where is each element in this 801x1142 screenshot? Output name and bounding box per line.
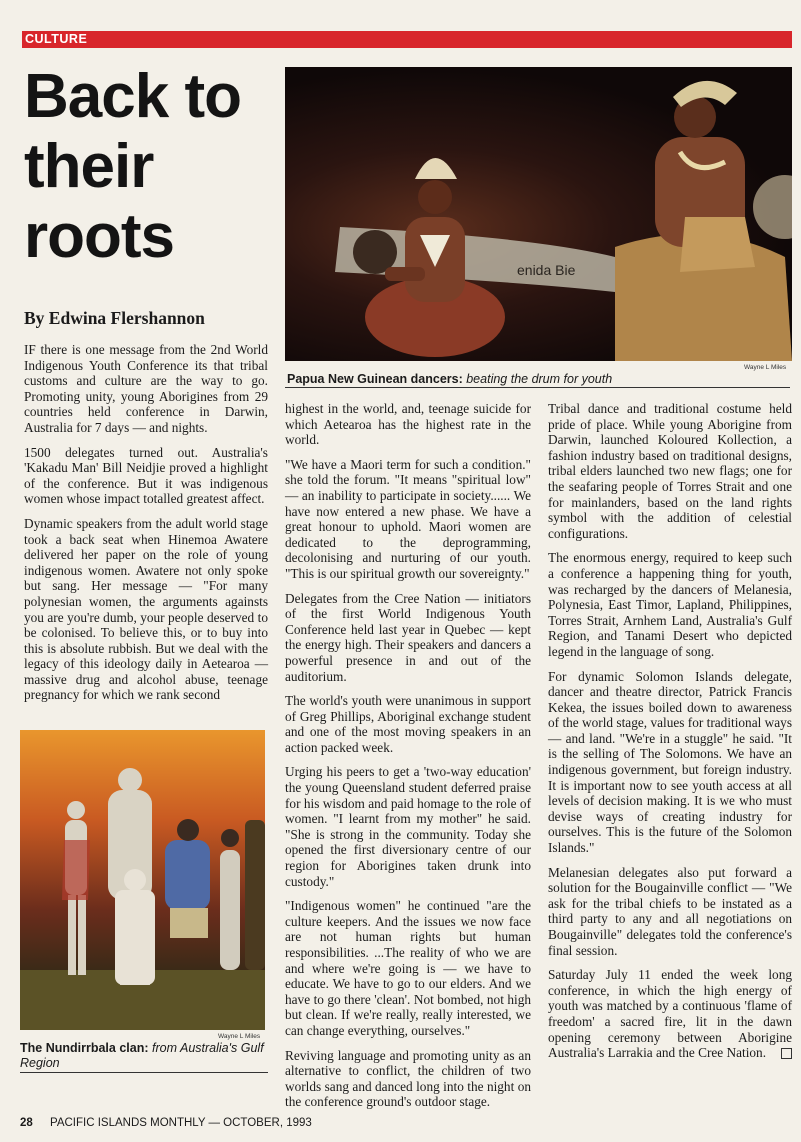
paragraph: The world's youth were unanimous in support of Greg Phillips, Aboriginal exchange student and one of the most moving speakers in an action packed week.: [285, 693, 531, 755]
headline-line: roots: [24, 202, 174, 271]
paragraph: Urging his peers to get a 'two-way education' the young Queensland student deferred praise for his wisdom and paid homage to the role of women. "I learnt from my mother" he said. "She is strong in the community. Today she opened the first diversionary centre of our region for Aborigines taken drunk into custody.": [285, 764, 531, 889]
paragraph: 1500 delegates turned out. Australia's 'Kakadu Man' Bill Neidjie proved a highlight of the conference. But it was indigenous women whose impact totalled greatest affect.: [24, 444, 268, 507]
article-column-2: [285, 401, 531, 1119]
headline: [24, 62, 274, 272]
caption-title: Papua New Guinean dancers:: [287, 372, 463, 386]
paragraph: "We have a Maori term for such a condition." she told the forum. "It means "spiritual low" — an inability to participate in society...... We have now entered a new phase. We have a great honour to uphold. Maori women are dedicated to the deprogramming, decolonising and nurturing of our youth. "This is our spiritual growth our sovereignty.": [285, 456, 531, 581]
article-column-3: [548, 401, 792, 1070]
paragraph: Reviving language and promoting unity as an alternative to conflict, the children of two worlds sang and danced long into the night on the conference ground's outdoor stage.: [285, 1047, 531, 1110]
page-footer: [20, 1117, 312, 1129]
caption-rule: [285, 387, 790, 388]
paragraph: [548, 967, 792, 1061]
photo-papua-new-guinean-dancers: [285, 67, 792, 361]
paragraph: For dynamic Solomon Islands delegate, dancer and theatre director, Patrick Francis Kekea, the issues boiled down to awareness of the world stage, values for traditional ways — and land. "We're in a stuggle" he said. "It is the selling of The Solomons. We have an indigenous government, but foreign industry. It is important now to see youth access at all levels of decision making. It is we who must devise ways of creating industry for ourselves. This is the future of the Solomon Islands.": [548, 668, 792, 856]
photo-nundirrbala-clan: [20, 730, 265, 1030]
headline-line: their: [24, 132, 154, 201]
paragraph: IF there is one message from the 2nd World Indigenous Youth Conference its that tribal customs and culture are the way to go. Promoting unity, young Aborigines from 29 countries held conference in Darwin, Australia for 7 days — and nights.: [24, 342, 268, 435]
paragraph: The enormous energy, required to keep such a conference a happening thing for youth, was recharged by the dancers of Melanesia, Polynesia, East Timor, Lapland, Philippines, Torres Strait, Arnhem Land, Australia's Gulf Region, and Tanami Desert who depicted legend in the language of song.: [548, 550, 792, 659]
paragraph-text: Saturday July 11 ended the week long conference, in which the high energy of youth was matched by a continuous 'flame of freedom' a sacred fire, lit in the dawn opening ceremony between Aborigine Australia's Larrakia and the Cree Nation.: [548, 967, 792, 1061]
paragraph: Dynamic speakers from the adult world stage took a back seat when Hinemoa Awatere delivered her paper on the role of young indigenous women. Awatere not only spoke but sang. Her message — "For many polynesian women, the arguments againsts you are you're dumb, your people deserved to be colonised. To believe this, or to buy into this is absolute rubbish. But we deal with the legacy of this ideology daily in Aetearoa — massive drug and alcohol abuse, teenage pregnancy for which we rank second: [24, 515, 268, 703]
section-bar: [22, 31, 792, 48]
banner-text: enida Bie: [517, 262, 576, 278]
article-column-1: [24, 342, 268, 712]
end-mark-icon: [781, 1048, 792, 1059]
paragraph: highest in the world, and, teenage suicide for which Aetearoa has the highest rate in the world.: [285, 401, 531, 448]
paragraph: Tribal dance and traditional costume held pride of place. While young Aborigine from Darwin, launched Koloured Kollection, a fashion industry based on traditional designs, tribal elders launched two new flags; one for the seafaring people of Torres Strait and one for mainlanders, based on the land rights symbol with the addition of celestial configurations.: [548, 401, 792, 541]
caption-text: from Australia's Gulf Region: [20, 1041, 264, 1070]
caption-rule: [20, 1072, 268, 1073]
dancers-illustration: [285, 67, 792, 361]
paragraph: Delegates from the Cree Nation — initiators of the first World Indigenous Youth Conference held last year in Quebec — kept the energy high. Their speakers and dancers a powerful presence in and out of the auditorium.: [285, 590, 531, 684]
photo-caption: [287, 372, 787, 387]
paragraph: "Indigenous women" he continued "are the culture keepers. And the issues we now face are not human rights but human responsibilities. ...The reality of who we are and where we're going is — we have to educate. We have to go to our elders. And we have to go there 'clean'. Not bombed, not high but clean. If we're really, really interested, we can change everything, ourselves.": [285, 898, 531, 1038]
paragraph: Melanesian delegates also put forward a solution for the Bougainville conflict — "We ask for the tribal chiefs to be instated as a third party to any and all negotiations on Bougainville" delegates told the conference's final session.: [548, 864, 792, 958]
publication-line: PACIFIC ISLANDS MONTHLY — OCTOBER, 1993: [50, 1117, 312, 1129]
section-label: CULTURE: [25, 32, 88, 46]
photo-credit: Wayne L Miles: [744, 364, 787, 371]
caption-text: beating the drum for youth: [466, 372, 613, 386]
headline-line: Back to: [24, 62, 241, 131]
caption-title: The Nundirrbala clan:: [20, 1041, 149, 1055]
page-number: 28: [20, 1117, 33, 1129]
photo-caption: [20, 1041, 268, 1071]
clan-illustration: [20, 730, 265, 1030]
byline: By Edwina Flershannon: [24, 308, 205, 328]
photo-credit: Wayne L Miles: [218, 1033, 261, 1040]
